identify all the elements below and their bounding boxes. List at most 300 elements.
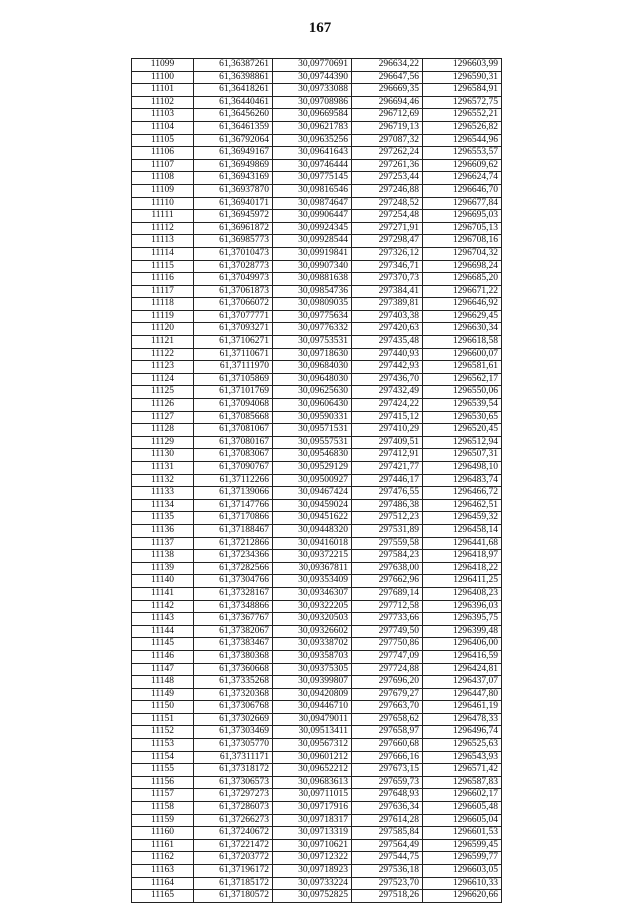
y-coordinate-cell: 1296605,48 [423,802,502,815]
latitude-cell: 61,37196172 [194,865,273,878]
longitude-cell: 30,09907340 [273,260,352,273]
longitude-cell: 30,09752825 [273,890,352,903]
point-number-cell: 11102 [132,96,194,109]
point-number-cell: 11113 [132,235,194,248]
y-coordinate-cell: 1296553,57 [423,147,502,160]
latitude-cell: 61,36398861 [194,71,273,84]
latitude-cell: 61,37318172 [194,764,273,777]
latitude-cell: 61,37093271 [194,323,273,336]
longitude-cell: 30,09346307 [273,587,352,600]
table-row [132,436,502,449]
x-coordinate-cell: 296694,46 [352,96,423,109]
table-row [132,348,502,361]
coordinates-table-body [132,59,502,903]
x-coordinate-cell: 297424,22 [352,399,423,412]
table-row [132,386,502,399]
longitude-cell: 30,09416018 [273,537,352,550]
latitude-cell: 61,36949167 [194,147,273,160]
point-number-cell: 11145 [132,638,194,651]
y-coordinate-cell: 1296507,31 [423,449,502,462]
y-coordinate-cell: 1296629,45 [423,310,502,323]
x-coordinate-cell: 297663,70 [352,701,423,714]
point-number-cell: 11137 [132,537,194,550]
point-number-cell: 11100 [132,71,194,84]
x-coordinate-cell: 297248,52 [352,197,423,210]
y-coordinate-cell: 1296600,07 [423,348,502,361]
point-number-cell: 11124 [132,373,194,386]
y-coordinate-cell: 1296447,80 [423,688,502,701]
table-row [132,827,502,840]
latitude-cell: 61,37305770 [194,739,273,752]
point-number-cell: 11122 [132,348,194,361]
point-number-cell: 11123 [132,361,194,374]
latitude-cell: 61,37090767 [194,462,273,475]
y-coordinate-cell: 1296496,74 [423,726,502,739]
x-coordinate-cell: 297421,77 [352,462,423,475]
longitude-cell: 30,09717916 [273,802,352,815]
y-coordinate-cell: 1296698,24 [423,260,502,273]
y-coordinate-cell: 1296704,32 [423,247,502,260]
point-number-cell: 11141 [132,587,194,600]
table-row [132,399,502,412]
latitude-cell: 61,37083067 [194,449,273,462]
longitude-cell: 30,09712322 [273,852,352,865]
point-number-cell: 11125 [132,386,194,399]
latitude-cell: 61,37234366 [194,550,273,563]
point-number-cell: 11155 [132,764,194,777]
longitude-cell: 30,09718317 [273,814,352,827]
table-row [132,600,502,613]
point-number-cell: 11110 [132,197,194,210]
point-number-cell: 11140 [132,575,194,588]
latitude-cell: 61,37360668 [194,663,273,676]
point-number-cell: 11150 [132,701,194,714]
table-row [132,235,502,248]
y-coordinate-cell: 1296458,14 [423,524,502,537]
x-coordinate-cell: 297518,26 [352,890,423,903]
point-number-cell: 11165 [132,890,194,903]
longitude-cell: 30,09326602 [273,625,352,638]
latitude-cell: 61,37111970 [194,361,273,374]
longitude-cell: 30,09684030 [273,361,352,374]
point-number-cell: 11151 [132,713,194,726]
table-row [132,625,502,638]
x-coordinate-cell: 297750,86 [352,638,423,651]
latitude-cell: 61,37282566 [194,562,273,575]
longitude-cell: 30,09353409 [273,575,352,588]
table-row [132,96,502,109]
table-row [132,650,502,663]
table-row [132,852,502,865]
y-coordinate-cell: 1296708,16 [423,235,502,248]
longitude-cell: 30,09601212 [273,751,352,764]
table-row [132,310,502,323]
point-number-cell: 11127 [132,411,194,424]
latitude-cell: 61,37101769 [194,386,273,399]
y-coordinate-cell: 1296685,20 [423,273,502,286]
longitude-cell: 30,09375305 [273,663,352,676]
latitude-cell: 61,36940171 [194,197,273,210]
latitude-cell: 61,37306768 [194,701,273,714]
table-row [132,487,502,500]
y-coordinate-cell: 1296462,51 [423,499,502,512]
table-row [132,676,502,689]
y-coordinate-cell: 1296406,00 [423,638,502,651]
longitude-cell: 30,09669584 [273,109,352,122]
table-row [132,890,502,903]
y-coordinate-cell: 1296599,77 [423,852,502,865]
table-row [132,865,502,878]
longitude-cell: 30,09571531 [273,424,352,437]
point-number-cell: 11139 [132,562,194,575]
longitude-cell: 30,09881638 [273,273,352,286]
latitude-cell: 61,36985773 [194,235,273,248]
latitude-cell: 61,37320368 [194,688,273,701]
longitude-cell: 30,09529129 [273,462,352,475]
table-row [132,222,502,235]
x-coordinate-cell: 297415,12 [352,411,423,424]
y-coordinate-cell: 1296618,58 [423,336,502,349]
table-row [132,524,502,537]
x-coordinate-cell: 297346,71 [352,260,423,273]
point-number-cell: 11119 [132,310,194,323]
x-coordinate-cell: 297733,66 [352,613,423,626]
longitude-cell: 30,09711015 [273,789,352,802]
longitude-cell: 30,09420809 [273,688,352,701]
x-coordinate-cell: 297432,49 [352,386,423,399]
latitude-cell: 61,36937870 [194,184,273,197]
table-row [132,663,502,676]
x-coordinate-cell: 297659,73 [352,776,423,789]
point-number-cell: 11134 [132,499,194,512]
y-coordinate-cell: 1296418,97 [423,550,502,563]
latitude-cell: 61,37180572 [194,890,273,903]
x-coordinate-cell: 297370,73 [352,273,423,286]
y-coordinate-cell: 1296478,33 [423,713,502,726]
longitude-cell: 30,09919841 [273,247,352,260]
point-number-cell: 11149 [132,688,194,701]
y-coordinate-cell: 1296603,05 [423,865,502,878]
table-row [132,121,502,134]
latitude-cell: 61,37367767 [194,613,273,626]
table-row [132,751,502,764]
y-coordinate-cell: 1296539,54 [423,399,502,412]
latitude-cell: 61,37170866 [194,512,273,525]
x-coordinate-cell: 297531,89 [352,524,423,537]
latitude-cell: 61,37147766 [194,499,273,512]
point-number-cell: 11126 [132,399,194,412]
point-number-cell: 11106 [132,147,194,160]
longitude-cell: 30,09708986 [273,96,352,109]
table-row [132,71,502,84]
table-row [132,776,502,789]
table-row [132,575,502,588]
longitude-cell: 30,09648030 [273,373,352,386]
y-coordinate-cell: 1296599,45 [423,839,502,852]
x-coordinate-cell: 297442,93 [352,361,423,374]
y-coordinate-cell: 1296525,63 [423,739,502,752]
table-row [132,613,502,626]
y-coordinate-cell: 1296424,81 [423,663,502,676]
longitude-cell: 30,09753531 [273,336,352,349]
point-number-cell: 11156 [132,776,194,789]
longitude-cell: 30,09733224 [273,877,352,890]
y-coordinate-cell: 1296466,72 [423,487,502,500]
y-coordinate-cell: 1296408,23 [423,587,502,600]
longitude-cell: 30,09683613 [273,776,352,789]
longitude-cell: 30,09479011 [273,713,352,726]
latitude-cell: 61,37112266 [194,474,273,487]
table-row [132,210,502,223]
y-coordinate-cell: 1296646,70 [423,184,502,197]
latitude-cell: 61,36418261 [194,84,273,97]
latitude-cell: 61,37303469 [194,726,273,739]
table-row [132,474,502,487]
latitude-cell: 61,37328167 [194,587,273,600]
y-coordinate-cell: 1296624,74 [423,172,502,185]
latitude-cell: 61,37106271 [194,336,273,349]
table-row [132,726,502,739]
longitude-cell: 30,09621783 [273,121,352,134]
latitude-cell: 61,36461359 [194,121,273,134]
y-coordinate-cell: 1296459,32 [423,512,502,525]
table-row [132,134,502,147]
longitude-cell: 30,09809035 [273,298,352,311]
y-coordinate-cell: 1296543,93 [423,751,502,764]
point-number-cell: 11158 [132,802,194,815]
x-coordinate-cell: 297636,34 [352,802,423,815]
table-row [132,713,502,726]
table-row [132,172,502,185]
y-coordinate-cell: 1296602,17 [423,789,502,802]
latitude-cell: 61,37348866 [194,600,273,613]
x-coordinate-cell: 297271,91 [352,222,423,235]
x-coordinate-cell: 297254,48 [352,210,423,223]
x-coordinate-cell: 297298,47 [352,235,423,248]
latitude-cell: 61,37302669 [194,713,273,726]
y-coordinate-cell: 1296562,17 [423,373,502,386]
x-coordinate-cell: 297261,36 [352,159,423,172]
table-row [132,701,502,714]
y-coordinate-cell: 1296396,03 [423,600,502,613]
table-row [132,550,502,563]
y-coordinate-cell: 1296461,19 [423,701,502,714]
y-coordinate-cell: 1296437,07 [423,676,502,689]
longitude-cell: 30,09718630 [273,348,352,361]
latitude-cell: 61,37094068 [194,399,273,412]
latitude-cell: 61,37311171 [194,751,273,764]
latitude-cell: 61,37188467 [194,524,273,537]
x-coordinate-cell: 297486,38 [352,499,423,512]
x-coordinate-cell: 297420,63 [352,323,423,336]
latitude-cell: 61,36949869 [194,159,273,172]
point-number-cell: 11108 [132,172,194,185]
table-row [132,587,502,600]
point-number-cell: 11114 [132,247,194,260]
latitude-cell: 61,37335268 [194,676,273,689]
latitude-cell: 61,37066072 [194,298,273,311]
longitude-cell: 30,09713319 [273,827,352,840]
point-number-cell: 11109 [132,184,194,197]
x-coordinate-cell: 297747,09 [352,650,423,663]
x-coordinate-cell: 297724,88 [352,663,423,676]
longitude-cell: 30,09928544 [273,235,352,248]
page-number: 167 [308,20,332,36]
point-number-cell: 11120 [132,323,194,336]
table-row [132,449,502,462]
latitude-cell: 61,37306573 [194,776,273,789]
y-coordinate-cell: 1296646,92 [423,298,502,311]
table-row [132,424,502,437]
table-row [132,814,502,827]
y-coordinate-cell: 1296609,62 [423,159,502,172]
point-number-cell: 11161 [132,839,194,852]
x-coordinate-cell: 297648,93 [352,789,423,802]
point-number-cell: 11163 [132,865,194,878]
y-coordinate-cell: 1296587,83 [423,776,502,789]
longitude-cell: 30,09358703 [273,650,352,663]
x-coordinate-cell: 297440,93 [352,348,423,361]
point-number-cell: 11154 [132,751,194,764]
latitude-cell: 61,37105869 [194,373,273,386]
longitude-cell: 30,09338702 [273,638,352,651]
point-number-cell: 11164 [132,877,194,890]
y-coordinate-cell: 1296512,94 [423,436,502,449]
longitude-cell: 30,09606430 [273,399,352,412]
x-coordinate-cell: 296712,69 [352,109,423,122]
longitude-cell: 30,09625630 [273,386,352,399]
longitude-cell: 30,09451622 [273,512,352,525]
table-row [132,839,502,852]
y-coordinate-cell: 1296572,75 [423,96,502,109]
point-number-cell: 11142 [132,600,194,613]
point-number-cell: 11107 [132,159,194,172]
y-coordinate-cell: 1296603,99 [423,59,502,72]
point-number-cell: 11121 [132,336,194,349]
y-coordinate-cell: 1296395,75 [423,613,502,626]
x-coordinate-cell: 297662,96 [352,575,423,588]
point-number-cell: 11104 [132,121,194,134]
longitude-cell: 30,09744390 [273,71,352,84]
longitude-cell: 30,09641643 [273,147,352,160]
longitude-cell: 30,09816546 [273,184,352,197]
latitude-cell: 61,36943169 [194,172,273,185]
table-row [132,361,502,374]
latitude-cell: 61,37077771 [194,310,273,323]
x-coordinate-cell: 297749,50 [352,625,423,638]
point-number-cell: 11115 [132,260,194,273]
latitude-cell: 61,36945972 [194,210,273,223]
point-number-cell: 11129 [132,436,194,449]
y-coordinate-cell: 1296610,33 [423,877,502,890]
x-coordinate-cell: 297689,14 [352,587,423,600]
x-coordinate-cell: 297559,58 [352,537,423,550]
latitude-cell: 61,37240672 [194,827,273,840]
y-coordinate-cell: 1296416,59 [423,650,502,663]
point-number-cell: 11099 [132,59,194,72]
coordinates-table [131,58,502,903]
longitude-cell: 30,09775634 [273,310,352,323]
longitude-cell: 30,09546830 [273,449,352,462]
longitude-cell: 30,09635256 [273,134,352,147]
x-coordinate-cell: 297246,88 [352,184,423,197]
table-row [132,764,502,777]
table-row [132,84,502,97]
point-number-cell: 11112 [132,222,194,235]
x-coordinate-cell: 297446,17 [352,474,423,487]
y-coordinate-cell: 1296530,65 [423,411,502,424]
latitude-cell: 61,37266273 [194,814,273,827]
x-coordinate-cell: 297679,27 [352,688,423,701]
x-coordinate-cell: 297673,15 [352,764,423,777]
longitude-cell: 30,09874647 [273,197,352,210]
y-coordinate-cell: 1296483,74 [423,474,502,487]
x-coordinate-cell: 296669,35 [352,84,423,97]
x-coordinate-cell: 297326,12 [352,247,423,260]
longitude-cell: 30,09776332 [273,323,352,336]
y-coordinate-cell: 1296677,84 [423,197,502,210]
table-row [132,247,502,260]
table-row [132,877,502,890]
x-coordinate-cell: 297389,81 [352,298,423,311]
y-coordinate-cell: 1296605,04 [423,814,502,827]
y-coordinate-cell: 1296544,96 [423,134,502,147]
x-coordinate-cell: 297262,24 [352,147,423,160]
point-number-cell: 11159 [132,814,194,827]
x-coordinate-cell: 297403,38 [352,310,423,323]
table-row [132,260,502,273]
longitude-cell: 30,09770691 [273,59,352,72]
table-row [132,688,502,701]
longitude-cell: 30,09448320 [273,524,352,537]
longitude-cell: 30,09513411 [273,726,352,739]
table-row [132,159,502,172]
point-number-cell: 11143 [132,613,194,626]
x-coordinate-cell: 297544,75 [352,852,423,865]
x-coordinate-cell: 297638,00 [352,562,423,575]
latitude-cell: 61,37286073 [194,802,273,815]
point-number-cell: 11148 [132,676,194,689]
x-coordinate-cell: 297435,48 [352,336,423,349]
latitude-cell: 61,37028773 [194,260,273,273]
longitude-cell: 30,09906447 [273,210,352,223]
point-number-cell: 11105 [132,134,194,147]
y-coordinate-cell: 1296630,34 [423,323,502,336]
longitude-cell: 30,09372215 [273,550,352,563]
longitude-cell: 30,09924345 [273,222,352,235]
point-number-cell: 11162 [132,852,194,865]
y-coordinate-cell: 1296671,22 [423,285,502,298]
x-coordinate-cell: 297584,23 [352,550,423,563]
longitude-cell: 30,09320503 [273,613,352,626]
latitude-cell: 61,37382067 [194,625,273,638]
x-coordinate-cell: 297536,18 [352,865,423,878]
longitude-cell: 30,09746444 [273,159,352,172]
x-coordinate-cell: 297712,58 [352,600,423,613]
table-row [132,147,502,160]
y-coordinate-cell: 1296552,21 [423,109,502,122]
latitude-cell: 61,37203772 [194,852,273,865]
table-row [132,789,502,802]
table-row [132,411,502,424]
x-coordinate-cell: 297512,23 [352,512,423,525]
x-coordinate-cell: 296647,56 [352,71,423,84]
x-coordinate-cell: 297658,97 [352,726,423,739]
y-coordinate-cell: 1296526,82 [423,121,502,134]
x-coordinate-cell: 297436,70 [352,373,423,386]
x-coordinate-cell: 297696,20 [352,676,423,689]
latitude-cell: 61,37212866 [194,537,273,550]
